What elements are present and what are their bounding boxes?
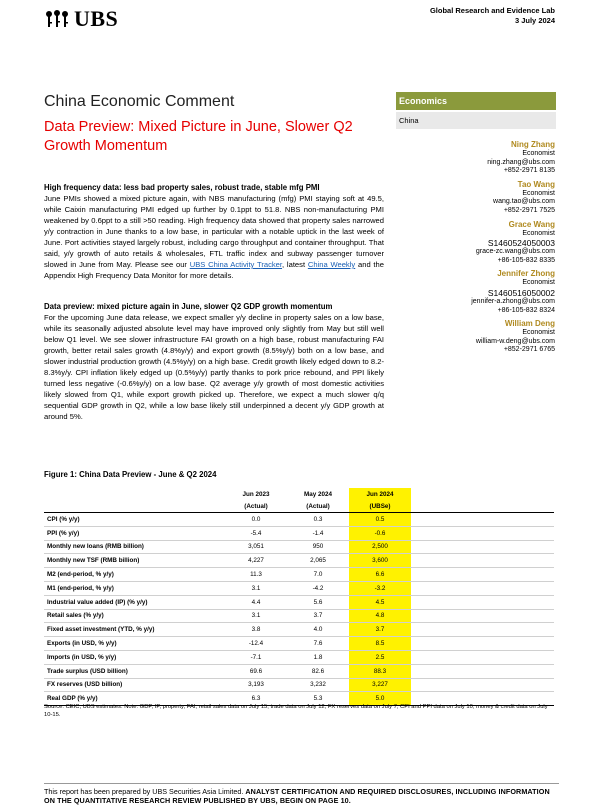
cell-value: 2.5 xyxy=(349,650,411,664)
cell-value: 3,232 xyxy=(287,678,349,692)
cell-value: 4.5 xyxy=(349,595,411,609)
cell-value: 0.0 xyxy=(225,513,287,527)
row-label: FX reserves (USD billion) xyxy=(44,678,225,692)
col-header: Jun 2023 xyxy=(242,490,270,498)
col-subheader: (UBSe) xyxy=(349,500,411,513)
cell-value: 88.3 xyxy=(349,664,411,678)
author-name: Grace Wang xyxy=(508,219,555,229)
author-tao-wang xyxy=(385,180,555,216)
author-name: Tao Wang xyxy=(517,179,555,189)
author-id: S1460516050002 xyxy=(487,287,555,298)
author-phone: +852-2971 8135 xyxy=(503,167,555,175)
author-phone: +852-2971 6765 xyxy=(503,346,555,354)
region-tag: China xyxy=(396,112,556,129)
col-header: Jun 2024 xyxy=(349,488,411,500)
table-row xyxy=(44,623,554,637)
author-email[interactable]: grace-zc.wang@ubs.com xyxy=(475,248,555,256)
row-label: Trade surplus (USD billion) xyxy=(44,664,225,678)
cell-value: 8.5 xyxy=(349,637,411,651)
cell-value: 5.6 xyxy=(287,595,349,609)
cell-value: -3.2 xyxy=(349,581,411,595)
table-row xyxy=(44,678,554,692)
table-row xyxy=(44,540,554,554)
section-high-frequency xyxy=(44,182,384,281)
table-row xyxy=(44,526,554,540)
row-label: Exports (in USD, % y/y) xyxy=(44,637,225,651)
table-row xyxy=(44,554,554,568)
cell-value: 3,051 xyxy=(225,540,287,554)
row-label: Fixed asset investment (YTD, % y/y) xyxy=(44,623,225,637)
author-jennifer-zhong xyxy=(385,269,555,315)
cell-value: 7.6 xyxy=(287,637,349,651)
row-label: M2 (end-period, % y/y) xyxy=(44,568,225,582)
table-row xyxy=(44,664,554,678)
cell-value: 3.7 xyxy=(287,609,349,623)
cell-value: 3,227 xyxy=(349,678,411,692)
author-email[interactable]: ning.zhang@ubs.com xyxy=(487,158,555,166)
author-grace-wang xyxy=(385,220,555,266)
row-label: Retail sales (% y/y) xyxy=(44,609,225,623)
logo-text: UBS xyxy=(74,6,119,31)
section-paragraph xyxy=(44,193,384,281)
category-tag: Economics xyxy=(396,92,556,110)
figure-source-note: Source: CEIC, UBS estimates. Note: GDP, IP, property, FAI, retail sales data on July 15; trade data on July 12, FX reserves data on July 7; CPI and PPI data on July 10; money & credit data on July 10-15. xyxy=(44,704,548,718)
author-role: Economist xyxy=(522,329,555,337)
report-date: 3 July 2024 xyxy=(514,16,555,25)
cell-value: -12.4 xyxy=(225,637,287,651)
table-row xyxy=(44,581,554,595)
row-label: M1 (end-period, % y/y) xyxy=(44,581,225,595)
col-header: May 2024 xyxy=(303,490,332,498)
publisher-name: Global Research and Evidence Lab xyxy=(429,6,555,15)
author-role: Economist xyxy=(522,229,555,237)
row-label: Industrial value added (IP) (% y/y) xyxy=(44,595,225,609)
cell-value: 0.3 xyxy=(287,513,349,527)
author-ning-zhang xyxy=(385,140,555,176)
header-right xyxy=(430,6,555,26)
figure-title: Figure 1: China Data Preview - June & Q2 2024 xyxy=(44,470,217,479)
cell-value: 82.6 xyxy=(287,664,349,678)
row-label: CPI (% y/y) xyxy=(44,513,225,527)
cell-value: 69.6 xyxy=(225,664,287,678)
table-row xyxy=(44,595,554,609)
cell-value: 3.7 xyxy=(349,623,411,637)
cell-value: 4.4 xyxy=(225,595,287,609)
col-subheader: (Actual) xyxy=(225,500,287,513)
table-row xyxy=(44,609,554,623)
author-phone: +86-105-832 8324 xyxy=(497,306,555,314)
table-row xyxy=(44,568,554,582)
keys-logo-icon xyxy=(44,9,70,29)
author-role: Economist xyxy=(522,150,555,157)
cell-value: 950 xyxy=(287,540,349,554)
row-label: Imports (in USD, % y/y) xyxy=(44,650,225,664)
author-name: Ning Zhang xyxy=(511,140,555,149)
author-email[interactable]: jennifer-a.zhong@ubs.com xyxy=(471,297,555,305)
cell-value: 11.3 xyxy=(225,568,287,582)
cell-value: 2,065 xyxy=(287,554,349,568)
ubs-logo xyxy=(44,6,118,32)
cell-value: 4,227 xyxy=(225,554,287,568)
cell-value: 3,600 xyxy=(349,554,411,568)
cell-value: -0.6 xyxy=(349,526,411,540)
footer-disclosure: ANALYST CERTIFICATION AND REQUIRED DISCLOSURES, INCLUDING INFORMATION ON THE QUANTITATIVE RESEARCH REVIEW PUBLISHED BY UBS, BEGIN ON PAGE 10. xyxy=(44,787,550,805)
row-label: Monthly new loans (RMB billion) xyxy=(44,540,225,554)
cell-value: 3,193 xyxy=(225,678,287,692)
cell-value: 4.0 xyxy=(287,623,349,637)
col-subheader: (Actual) xyxy=(287,500,349,513)
section-paragraph: For the upcoming June data release, we expect smaller y/y decline in property sales on a low base, while its seasonally adjusted absolute level may have improved only slightly from May but still well below Q1 level. We see slower infrastructure FAI growth on a high base, robust manufacturing FAI growth, better retail sales growth (4.8%y/y) and export growth (8.5%y/y) both on a low base, and slower industrial production growth (4.5%y/y) on a high base. Credit growth likely edged down to 8.2-8.3%y/y. CPI inflation likely edged up (0.5%y/y) partly thanks to pork price rebound, and PPI likely turned less negative (-0.6%y/y) on a low base. Q2 average y/y growth of most domestic activities likely slowed from Q1, while export growth picked up. Therefore, we expect a much slower q/q sequential GDP growth in Q2, while a low base likely still underpinned a decent y/y GDP growth at around 5%. xyxy=(44,313,384,421)
table-row xyxy=(44,513,554,527)
author-role: Economist xyxy=(522,189,555,197)
cell-value: 2,500 xyxy=(349,540,411,554)
cell-value: 3.1 xyxy=(225,609,287,623)
author-id: S1460524050003 xyxy=(487,238,555,249)
table-row xyxy=(44,650,554,664)
paragraph-text: June PMIs showed a mixed picture again, with NBS manufacturing (mfg) PMI staying soft at 49.5, while Caixin manufacturing PMI edged up further by 0.1ppt to 51.8. NBS non-manufacturing PMI weakened by 0.6ppt to a still >50 reading. High frequency data showed that property sales narrowed y/y contraction in June thanks to a low base, in particular with a notable uptick in the last week of June. Port activities stayed largely robust, including cargo throughput and container throughput. That said, y/y growth of auto retails & wholesales, FTL traffic index and subway passenger turnover slowed in June from May. Please see our xyxy=(44,194,384,269)
cell-value: -5.4 xyxy=(225,526,287,540)
row-label: Monthly new TSF (RMB billion) xyxy=(44,554,225,568)
sidebar-tags xyxy=(396,92,556,129)
author-email[interactable]: william-w.deng@ubs.com xyxy=(475,337,555,345)
author-name: William Deng xyxy=(504,319,555,329)
row-label: PPI (% y/y) xyxy=(44,526,225,540)
table-row xyxy=(44,637,554,651)
author-phone: +852-2971 7525 xyxy=(503,206,555,214)
cell-value: 5.3 xyxy=(287,692,349,706)
cell-value: -4.2 xyxy=(287,581,349,595)
author-list xyxy=(385,140,555,359)
author-email[interactable]: wang.tao@ubs.com xyxy=(493,198,555,206)
cell-value: 1.8 xyxy=(287,650,349,664)
footer-lead: This report has been prepared by UBS Securities Asia Limited. xyxy=(44,787,246,796)
table-header-row xyxy=(44,500,554,513)
author-role: Economist xyxy=(522,279,555,287)
author-name: Jennifer Zhong xyxy=(497,269,555,279)
paragraph-text: and the Appendix High Frequency Data Monitor for more details. xyxy=(44,260,384,280)
disclosure-footer xyxy=(44,783,559,805)
table-header-row xyxy=(44,488,554,500)
cell-value: 6.3 xyxy=(225,692,287,706)
section-heading: High frequency data: less bad property sales, robust trade, stable mfg PMI xyxy=(44,183,320,192)
section-heading: Data preview: mixed picture again in June, slower Q2 GDP growth momentum xyxy=(44,302,333,311)
activity-tracker-link[interactable]: UBS China Activity Tracker xyxy=(189,260,283,269)
cell-value: 3.8 xyxy=(225,623,287,637)
report-series: China Economic Comment xyxy=(44,93,235,110)
cell-value: 3.1 xyxy=(225,581,287,595)
cell-value: 7.0 xyxy=(287,568,349,582)
row-label: Real GDP (% y/y) xyxy=(44,692,225,706)
author-william-deng xyxy=(385,319,555,355)
cell-value: -7.1 xyxy=(225,650,287,664)
cell-value: 5.0 xyxy=(349,692,411,706)
paragraph-text: , latest xyxy=(282,260,308,269)
cell-value: 4.8 xyxy=(349,609,411,623)
china-weekly-link[interactable]: China Weekly xyxy=(307,260,356,269)
cell-value: -1.4 xyxy=(287,526,349,540)
section-data-preview xyxy=(44,301,384,422)
report-title: Data Preview: Mixed Picture in June, Slower Q2 Growth Momentum xyxy=(44,119,353,154)
cell-value: 6.6 xyxy=(349,568,411,582)
data-preview-table xyxy=(44,488,554,706)
cell-value: 0.5 xyxy=(349,513,411,527)
author-phone: +86-105-832 8335 xyxy=(497,256,555,264)
